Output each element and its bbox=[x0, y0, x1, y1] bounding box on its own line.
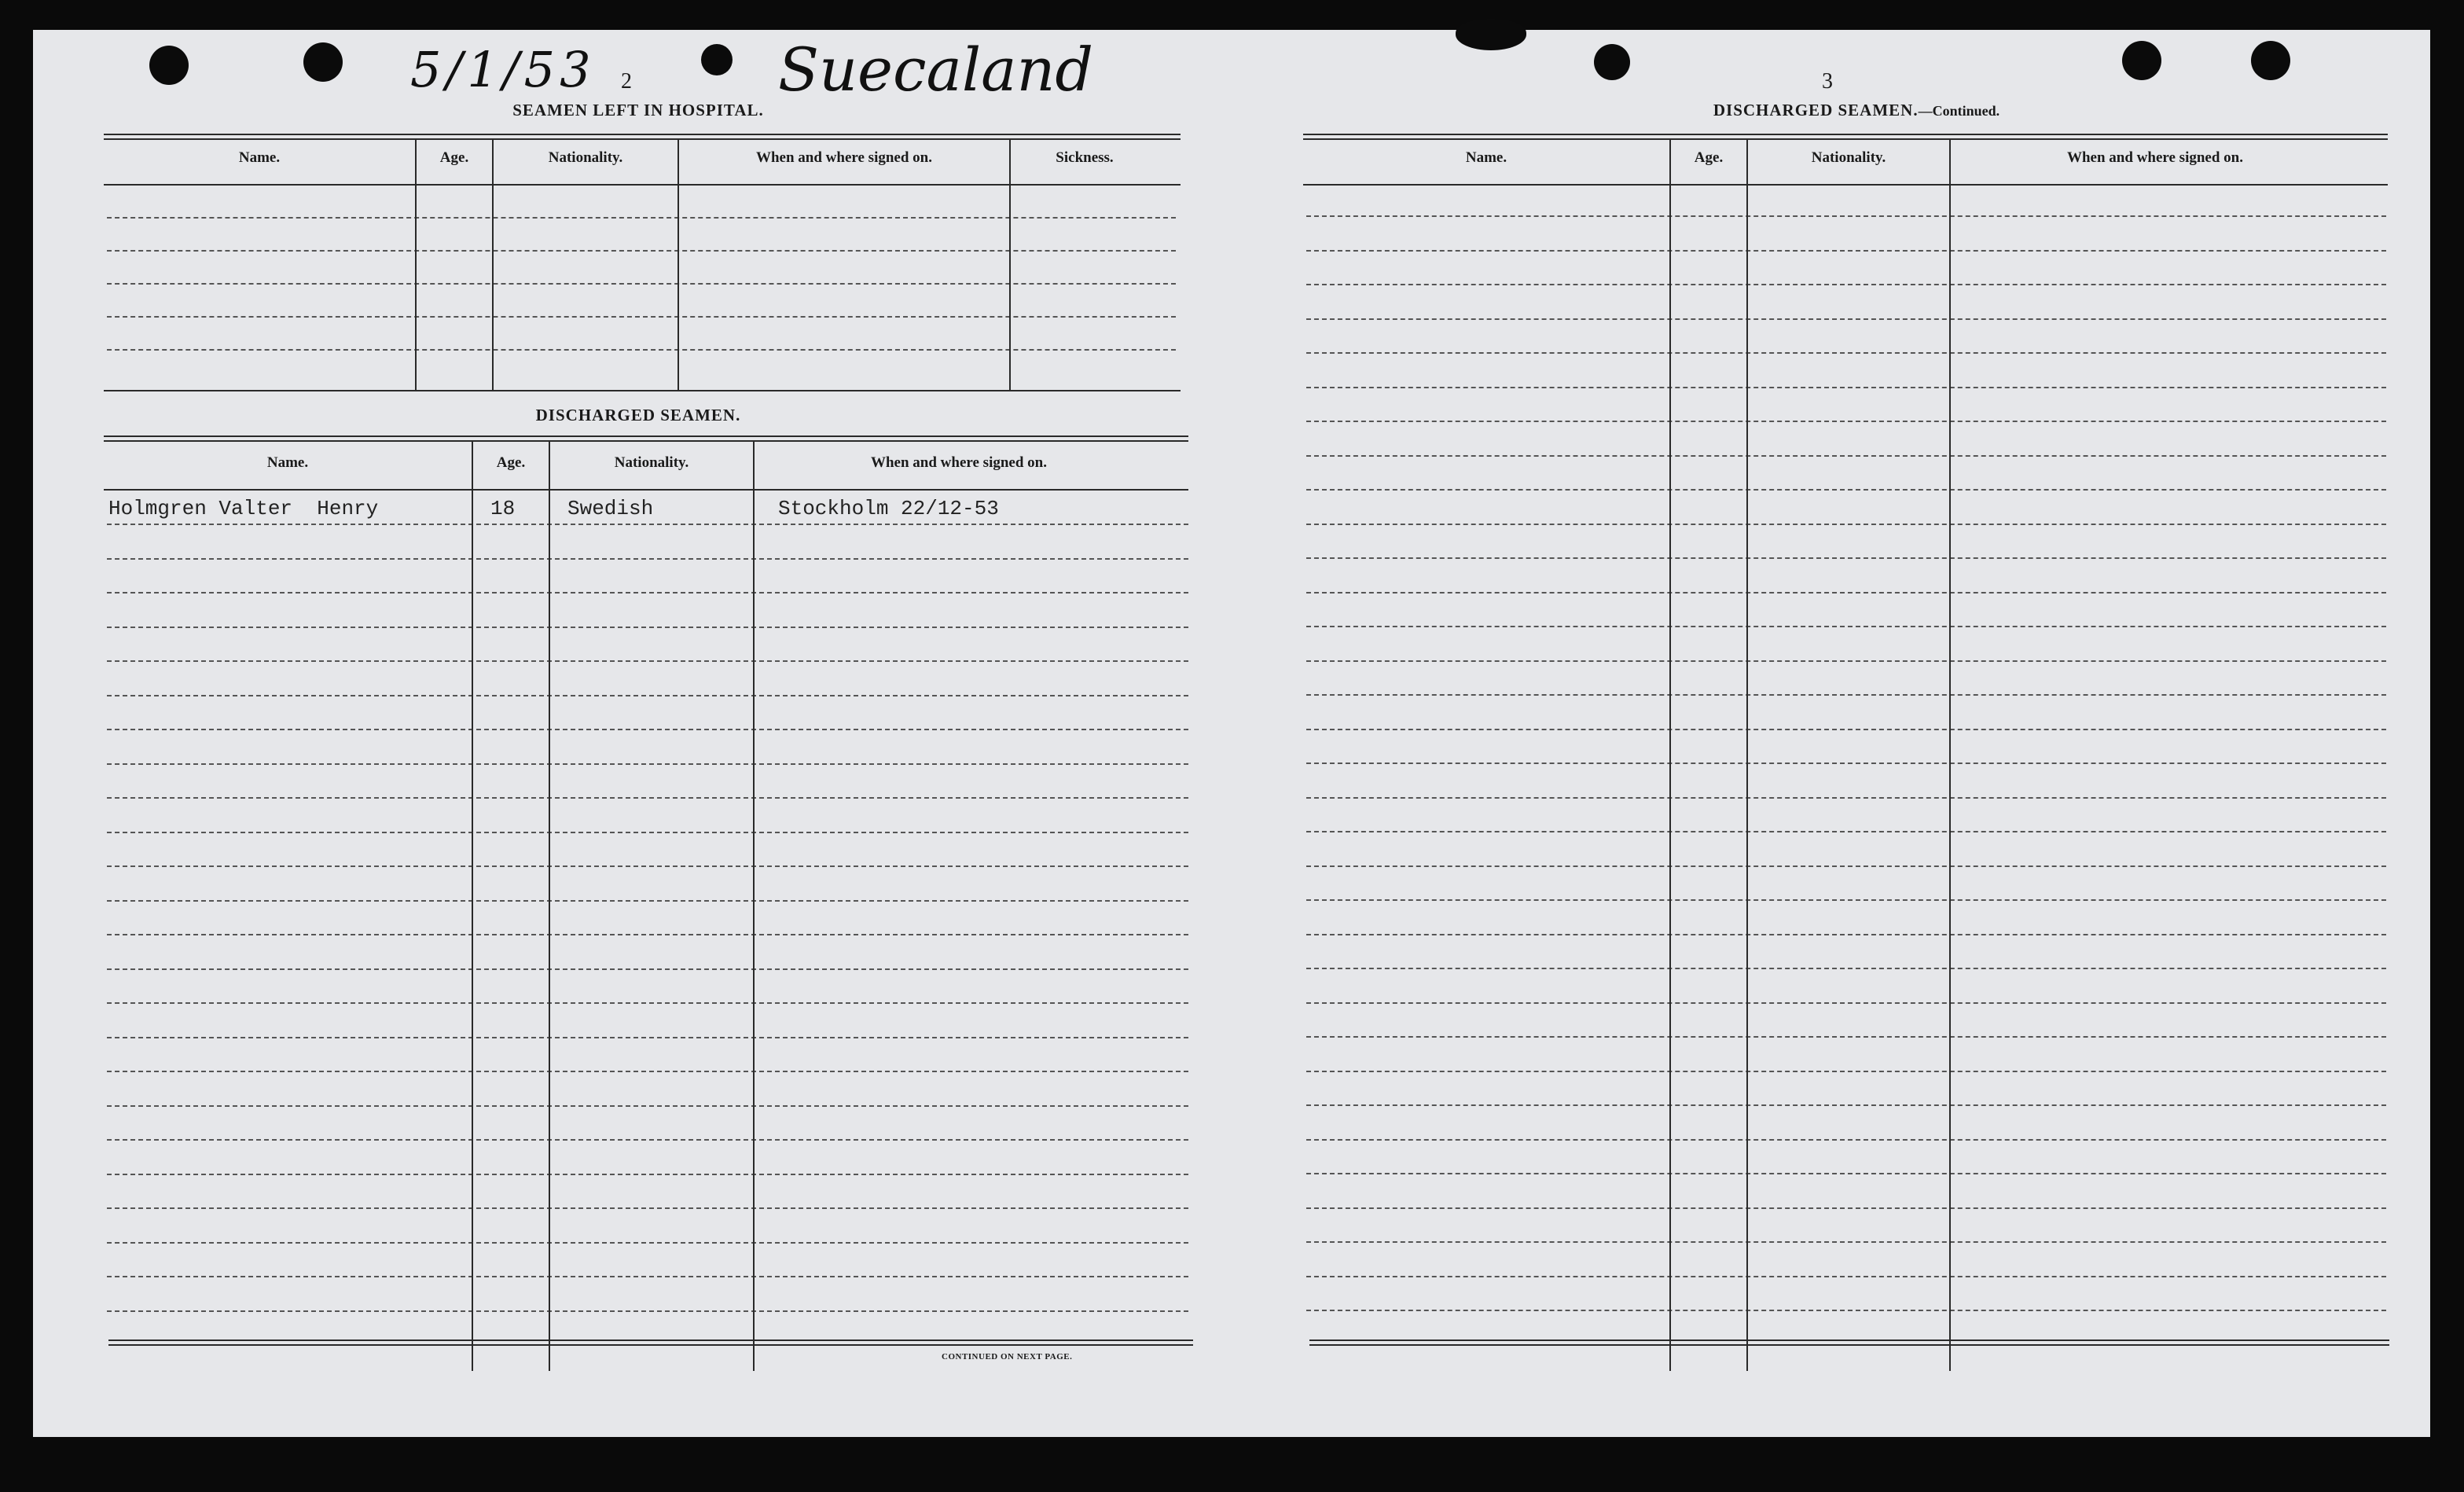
hospital-col-sickness: Sickness. bbox=[1056, 149, 1114, 166]
punch-hole bbox=[701, 44, 733, 75]
row-rule bbox=[107, 968, 1188, 970]
row-rule bbox=[1306, 524, 2386, 525]
row-rule bbox=[107, 592, 1188, 593]
row-rule bbox=[107, 832, 1188, 833]
row-rule bbox=[107, 660, 1188, 662]
row-rule bbox=[107, 1310, 1188, 1312]
row-rule bbox=[1306, 968, 2386, 969]
hospital-col-signed-on: When and where signed on. bbox=[755, 149, 932, 166]
page-number-right: 3 bbox=[1822, 69, 1833, 94]
row-rule bbox=[1306, 250, 2386, 252]
row-rule bbox=[107, 1207, 1188, 1209]
row-rule bbox=[1306, 1104, 2386, 1106]
row-rule bbox=[1306, 1310, 2386, 1311]
discharged-section-title: DISCHARGED SEAMEN. bbox=[535, 406, 741, 424]
row-rule bbox=[1306, 865, 2386, 867]
punch-hole bbox=[149, 46, 189, 85]
discharged-col-age: Age. bbox=[496, 454, 526, 471]
row-rule bbox=[1306, 592, 2386, 593]
row-rule bbox=[1306, 660, 2386, 662]
seaman-nationality: Swedish bbox=[567, 497, 654, 520]
row-rule bbox=[1306, 797, 2386, 799]
hospital-col-age: Age. bbox=[439, 149, 469, 166]
row-rule bbox=[107, 349, 1176, 351]
right-title-main: DISCHARGED SEAMEN. bbox=[1713, 101, 1919, 119]
continued-note: CONTINUED ON NEXT PAGE. bbox=[942, 1352, 1073, 1362]
row-rule bbox=[1306, 729, 2386, 730]
ink-blot bbox=[1456, 19, 1526, 50]
row-rule bbox=[1306, 626, 2386, 627]
discharged-col-nationality: Nationality. bbox=[614, 454, 689, 471]
row-rule bbox=[1306, 763, 2386, 764]
row-rule bbox=[1306, 1036, 2386, 1038]
row-rule bbox=[107, 1174, 1188, 1175]
row-rule bbox=[107, 797, 1188, 799]
row-rule bbox=[1306, 387, 2386, 388]
row-rule bbox=[107, 283, 1176, 285]
hospital-col-nationality: Nationality. bbox=[548, 149, 623, 166]
row-rule bbox=[107, 1002, 1188, 1004]
punch-hole bbox=[303, 42, 343, 82]
seaman-age: 18 bbox=[490, 497, 516, 520]
row-rule bbox=[107, 900, 1188, 902]
row-rule bbox=[1306, 421, 2386, 422]
row-rule bbox=[1306, 284, 2386, 285]
row-rule bbox=[107, 1276, 1188, 1277]
row-rule bbox=[1306, 1002, 2386, 1004]
row-rule bbox=[107, 250, 1176, 252]
row-rule bbox=[107, 763, 1188, 765]
row-rule bbox=[107, 627, 1188, 628]
right-title-suffix: —Continued. bbox=[1918, 103, 2000, 119]
row-rule bbox=[1306, 352, 2386, 354]
row-rule bbox=[107, 729, 1188, 730]
row-rule bbox=[1306, 1139, 2386, 1141]
row-rule bbox=[1306, 1241, 2386, 1243]
right-col-age: Age. bbox=[1694, 149, 1724, 166]
right-section-title bbox=[1660, 101, 2053, 120]
right-col-nationality: Nationality. bbox=[1811, 149, 1886, 166]
row-rule bbox=[1306, 489, 2386, 491]
row-rule bbox=[1306, 1207, 2386, 1209]
seaman-signed-on: Stockholm 22/12-53 bbox=[778, 497, 999, 520]
row-rule bbox=[107, 1139, 1188, 1141]
row-rule bbox=[1306, 899, 2386, 901]
row-rule bbox=[107, 865, 1188, 867]
right-col-signed-on: When and where signed on. bbox=[2066, 149, 2243, 166]
row-rule bbox=[1306, 694, 2386, 696]
punch-hole bbox=[1594, 44, 1630, 80]
row-rule bbox=[107, 934, 1188, 935]
row-rule bbox=[107, 695, 1188, 696]
discharged-col-name: Name. bbox=[266, 454, 309, 471]
row-rule bbox=[1306, 1071, 2386, 1072]
seaman-name: Holmgren Valter Henry bbox=[108, 497, 379, 520]
row-rule bbox=[1306, 831, 2386, 832]
discharged-col-signed-on: When and where signed on. bbox=[870, 454, 1047, 471]
punch-hole bbox=[2251, 41, 2290, 80]
row-rule bbox=[107, 524, 1188, 525]
row-rule bbox=[1306, 934, 2386, 935]
hospital-section-title: SEAMEN LEFT IN HOSPITAL. bbox=[512, 101, 764, 119]
document-sheet bbox=[33, 30, 2430, 1437]
row-rule bbox=[1306, 1173, 2386, 1174]
row-rule bbox=[107, 217, 1176, 219]
row-rule bbox=[107, 558, 1188, 560]
handwritten-date: 5/1/53 bbox=[410, 41, 596, 98]
row-rule bbox=[1306, 455, 2386, 457]
row-rule bbox=[107, 1037, 1188, 1038]
handwritten-ship-name: Suecaland bbox=[778, 35, 1094, 105]
punch-hole bbox=[2122, 41, 2161, 80]
row-rule bbox=[107, 1242, 1188, 1244]
page-number-left: 2 bbox=[621, 69, 632, 94]
row-rule bbox=[107, 1105, 1188, 1107]
row-rule bbox=[1306, 557, 2386, 559]
row-rule bbox=[1306, 318, 2386, 320]
row-rule bbox=[1306, 215, 2386, 217]
row-rule bbox=[1306, 1276, 2386, 1277]
hospital-col-name: Name. bbox=[238, 149, 281, 166]
row-rule bbox=[107, 1071, 1188, 1072]
row-rule bbox=[107, 316, 1176, 318]
right-col-name: Name. bbox=[1465, 149, 1507, 166]
